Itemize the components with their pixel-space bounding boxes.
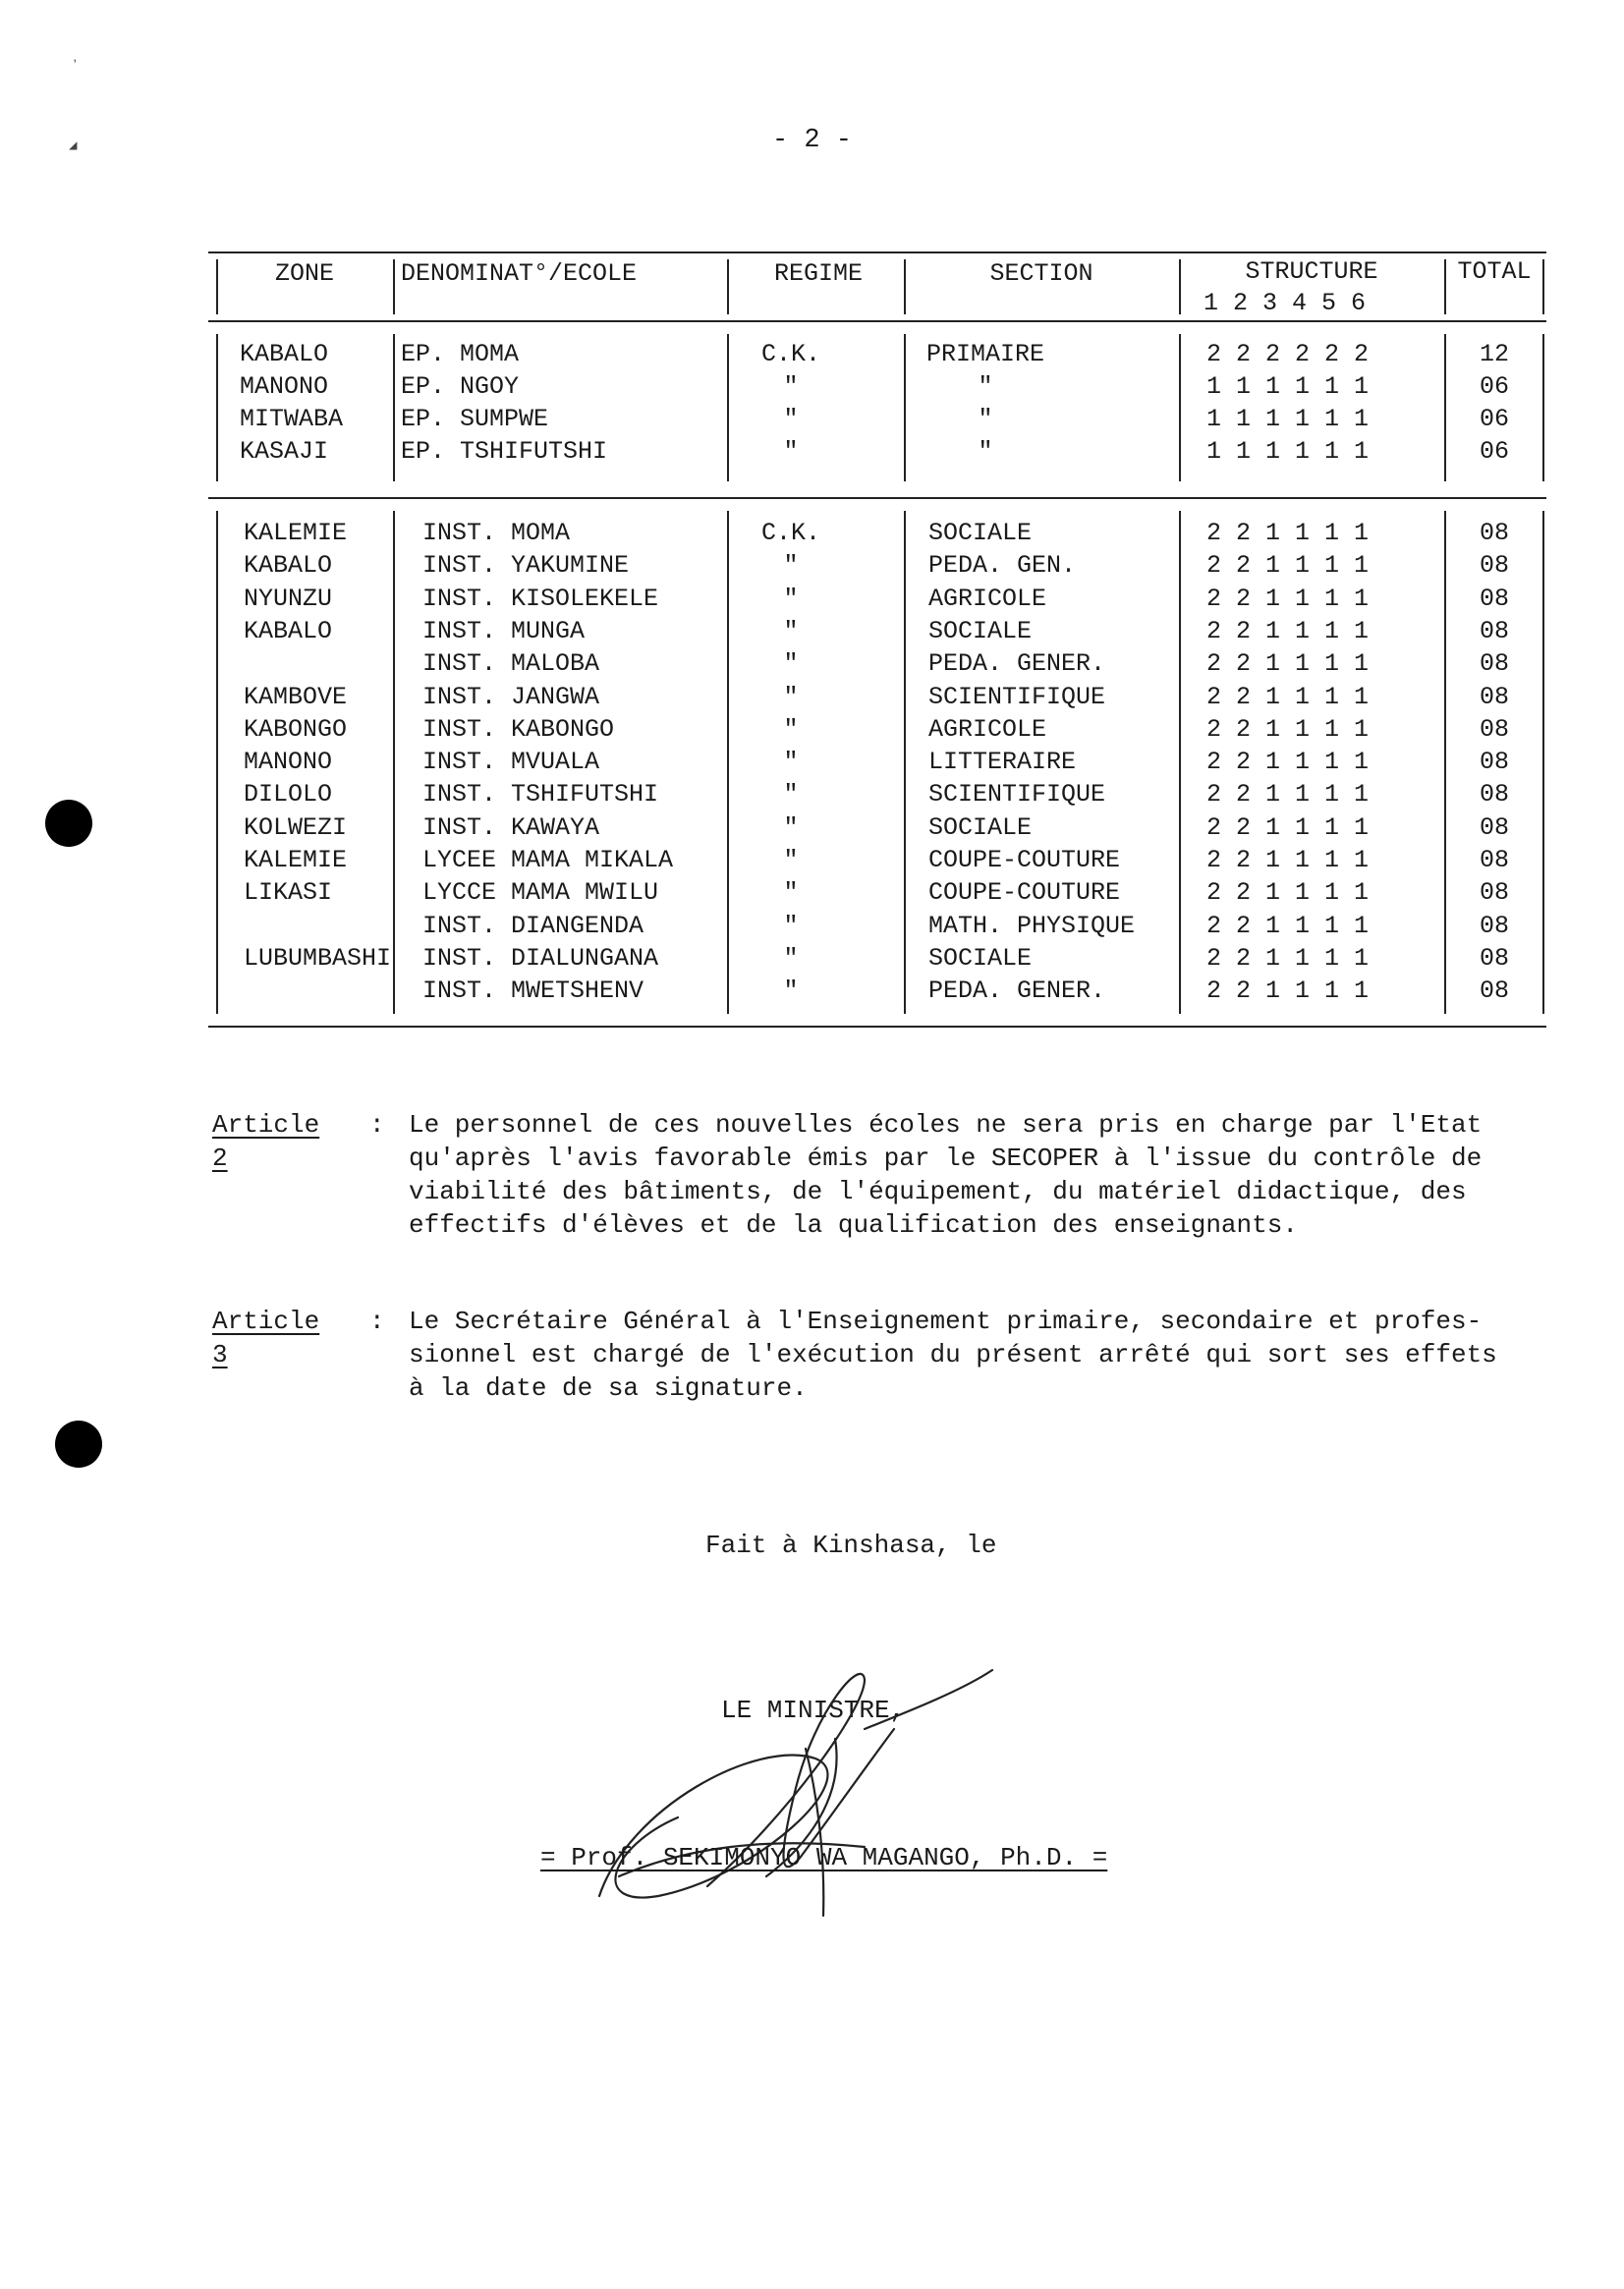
table-cell-ecole: INST. KISOLEKELE: [422, 584, 659, 613]
table-cell-regime: ": [783, 977, 799, 1006]
table-column-divider: [727, 511, 729, 1014]
table-cell-ecole: INST. MVUALA: [422, 748, 600, 777]
table-cell-regime: ": [783, 551, 799, 581]
table-cell-total: 08: [1479, 616, 1509, 645]
table-column-divider: [393, 511, 395, 1014]
table-cell-zone: LIKASI: [244, 878, 333, 908]
header-zone: ZONE: [274, 259, 334, 288]
table-cell-total: 08: [1479, 943, 1509, 973]
table-cell-regime: ": [783, 780, 799, 810]
table-column-divider: [904, 511, 906, 1014]
table-cell-zone: LUBUMBASHI: [244, 943, 392, 973]
table-cell-ecole: INST. MWETSHENV: [422, 977, 644, 1006]
table-cell-total: 08: [1479, 551, 1509, 581]
table-rule: [208, 497, 1546, 499]
punch-hole-icon: [45, 800, 92, 847]
table-cell-section: SCIENTIFIQUE: [928, 780, 1106, 810]
header-denomination: DENOMINAT°/ECOLE: [401, 259, 638, 288]
table-column-divider: [1179, 259, 1181, 314]
table-cell-total: 08: [1479, 519, 1509, 547]
table-cell-ecole: EP. MOMA: [401, 340, 520, 368]
table-column-divider: [393, 334, 395, 481]
table-cell-structure: 2 2 1 1 1 1: [1206, 846, 1370, 874]
table-cell-ecole: LYCEE MAMA MIKALA: [422, 846, 674, 874]
table-cell-total: 08: [1479, 682, 1509, 711]
table-cell-zone: KALEMIE: [244, 519, 348, 547]
table-cell-zone: MANONO: [244, 748, 333, 777]
table-cell-section: COUPE-COUTURE: [928, 878, 1121, 908]
table-cell-ecole: INST. YAKUMINE: [422, 551, 630, 581]
scan-mark-icon: ʼ: [71, 59, 80, 75]
table-cell-total: 08: [1479, 911, 1509, 940]
table-column-divider: [216, 259, 218, 314]
table-cell-total: 08: [1479, 977, 1509, 1006]
table-cell-total: 08: [1479, 846, 1509, 874]
table-cell-ecole: INST. KABONGO: [422, 714, 615, 744]
table-column-divider: [1542, 259, 1544, 314]
table-cell-structure: 2 2 1 1 1 1: [1206, 977, 1370, 1006]
table-cell-structure: 2 2 1 1 1 1: [1206, 911, 1370, 940]
table-column-divider: [393, 259, 395, 314]
article-text: Le Secrétaire Général à l'Enseignement primaire, secondaire et profes- sionnel est chargé de l'exécution du présent arrêté qui sort ses effets à la date de sa signature.: [409, 1307, 1497, 1403]
table-cell-ecole: EP. NGOY: [401, 372, 520, 401]
table-cell-ecole: EP. TSHIFUTSHI: [401, 437, 608, 466]
table-cell-structure: 2 2 1 1 1 1: [1206, 714, 1370, 744]
table-rule: [208, 1026, 1546, 1028]
table-cell-structure: 2 2 1 1 1 1: [1206, 748, 1370, 777]
table-cell-section: PEDA. GENER.: [928, 977, 1106, 1006]
table-cell-section: SOCIALE: [928, 519, 1033, 547]
table-cell-section: AGRICOLE: [928, 584, 1047, 613]
article-separator: :: [369, 1110, 385, 1140]
table-cell-section: SOCIALE: [928, 812, 1033, 842]
header-structure: STRUCTURE: [1245, 257, 1378, 286]
table-column-divider: [1444, 334, 1446, 481]
header-structure-sub: 1 2 3 4 5 6: [1204, 289, 1367, 317]
table-cell-section: ": [978, 405, 993, 433]
table-cell-regime: ": [783, 584, 799, 613]
table-cell-structure: 2 2 1 1 1 1: [1206, 812, 1370, 842]
table-cell-section: SCIENTIFIQUE: [928, 682, 1106, 711]
table-cell-zone: KABALO: [244, 616, 333, 645]
table-cell-section: COUPE-COUTURE: [928, 846, 1121, 874]
table-column-divider: [1179, 334, 1181, 481]
table-cell-regime: ": [783, 911, 799, 940]
table-cell-regime: ": [783, 943, 799, 973]
table-cell-zone: KABALO: [240, 340, 329, 368]
table-cell-structure: 2 2 1 1 1 1: [1206, 584, 1370, 613]
table-cell-ecole: INST. DIANGENDA: [422, 911, 644, 940]
article-label: Article 2: [212, 1110, 320, 1173]
table-cell-zone: KASAJI: [240, 437, 329, 466]
table-column-divider: [904, 259, 906, 314]
table-cell-regime: ": [783, 878, 799, 908]
table-cell-zone: KOLWEZI: [244, 812, 348, 842]
table-cell-total: 08: [1479, 812, 1509, 842]
header-regime: REGIME: [773, 259, 863, 288]
table-rule: [208, 320, 1546, 322]
table-cell-ecole: INST. MALOBA: [422, 649, 600, 679]
punch-hole-icon: [55, 1421, 102, 1468]
table-cell-ecole: INST. DIALUNGANA: [422, 943, 659, 973]
table-cell-structure: 2 2 1 1 1 1: [1206, 551, 1370, 581]
minister-title: LE MINISTRE,: [721, 1696, 906, 1725]
table-column-divider: [1444, 259, 1446, 314]
table-cell-structure: 1 1 1 1 1 1: [1206, 437, 1370, 466]
table-cell-zone: KALEMIE: [244, 846, 348, 874]
table-cell-regime: ": [783, 714, 799, 744]
table-column-divider: [1444, 511, 1446, 1014]
table-rule: [208, 251, 1546, 253]
table-cell-total: 06: [1479, 405, 1509, 433]
table-cell-regime: ": [783, 616, 799, 645]
table-cell-total: 08: [1479, 584, 1509, 613]
table-cell-section: MATH. PHYSIQUE: [928, 911, 1136, 940]
table-cell-zone: KABONGO: [244, 714, 348, 744]
table-cell-total: 06: [1479, 437, 1509, 466]
table-cell-zone: MITWABA: [240, 405, 344, 433]
table-cell-total: 08: [1479, 649, 1509, 679]
table-cell-regime: ": [783, 372, 799, 401]
table-cell-structure: 2 2 1 1 1 1: [1206, 519, 1370, 547]
table-cell-regime: C.K.: [760, 519, 820, 547]
table-column-divider: [216, 334, 218, 481]
table-column-divider: [1179, 511, 1181, 1014]
table-column-divider: [1542, 511, 1544, 1014]
signature-icon: [570, 1650, 1022, 1926]
table-cell-zone: KAMBOVE: [244, 682, 348, 711]
table-column-divider: [1542, 334, 1544, 481]
table-cell-section: SOCIALE: [928, 616, 1033, 645]
table-cell-ecole: INST. JANGWA: [422, 682, 600, 711]
table-cell-structure: 2 2 1 1 1 1: [1206, 649, 1370, 679]
table-cell-structure: 2 2 2 2 2 2: [1206, 340, 1370, 368]
table-cell-total: 08: [1479, 878, 1509, 908]
table-cell-ecole: INST. MUNGA: [422, 616, 586, 645]
table-column-divider: [727, 259, 729, 314]
page-number: - 2 -: [771, 126, 852, 155]
signatory-name: = Prof. SEKIMONYO WA MAGANGO, Ph.D. =: [540, 1843, 1108, 1872]
table-cell-regime: ": [783, 812, 799, 842]
table-cell-total: 08: [1479, 714, 1509, 744]
table-cell-ecole: INST. KAWAYA: [422, 812, 600, 842]
table-cell-ecole: LYCCE MAMA MWILU: [422, 878, 659, 908]
header-total: TOTAL: [1457, 257, 1532, 286]
table-cell-structure: 1 1 1 1 1 1: [1206, 405, 1370, 433]
table-cell-regime: ": [783, 682, 799, 711]
table-cell-total: 08: [1479, 780, 1509, 810]
table-cell-regime: ": [783, 649, 799, 679]
table-cell-ecole: INST. MOMA: [422, 519, 571, 547]
table-cell-structure: 2 2 1 1 1 1: [1206, 943, 1370, 973]
article-text: Le personnel de ces nouvelles écoles ne sera pris en charge par l'Etat qu'après l'avis favorable émis par le SECOPER à l'issue du contrôle de viabilité des bâtiments, de l'équipement, du matériel didactique, des effectifs d'élèves et de la qualification des enseignants.: [409, 1110, 1483, 1240]
article-separator: :: [369, 1307, 385, 1336]
table-cell-total: 06: [1479, 372, 1509, 401]
table-cell-regime: ": [783, 846, 799, 874]
table-column-divider: [904, 334, 906, 481]
table-cell-total: 08: [1479, 748, 1509, 777]
article-label: Article 3: [212, 1307, 320, 1369]
table-cell-section: LITTERAIRE: [928, 748, 1077, 777]
table-cell-section: SOCIALE: [928, 943, 1033, 973]
table-cell-regime: ": [783, 405, 799, 433]
table-cell-regime: ": [783, 437, 799, 466]
table-cell-zone: NYUNZU: [244, 584, 333, 613]
table-column-divider: [216, 511, 218, 1014]
table-cell-section: PEDA. GENER.: [928, 649, 1106, 679]
table-cell-structure: 2 2 1 1 1 1: [1206, 878, 1370, 908]
scan-mark-icon: ◢: [69, 139, 78, 154]
table-cell-structure: 2 2 1 1 1 1: [1206, 682, 1370, 711]
table-cell-structure: 1 1 1 1 1 1: [1206, 372, 1370, 401]
table-cell-section: PEDA. GEN.: [928, 551, 1077, 581]
table-cell-ecole: INST. TSHIFUTSHI: [422, 780, 659, 810]
table-cell-regime: C.K.: [760, 340, 820, 368]
table-cell-zone: MANONO: [240, 372, 329, 401]
table-cell-structure: 2 2 1 1 1 1: [1206, 616, 1370, 645]
table-cell-total: 12: [1479, 340, 1509, 368]
table-cell-section: AGRICOLE: [928, 714, 1047, 744]
table-cell-ecole: EP. SUMPWE: [401, 405, 549, 433]
header-section: SECTION: [989, 259, 1093, 288]
table-cell-section: ": [978, 437, 993, 466]
table-cell-zone: KABALO: [244, 551, 333, 581]
table-cell-regime: ": [783, 748, 799, 777]
table-column-divider: [727, 334, 729, 481]
place-date: Fait à Kinshasa, le: [705, 1531, 997, 1560]
table-cell-zone: DILOLO: [244, 780, 333, 810]
table-cell-section: PRIMAIRE: [926, 340, 1045, 368]
table-cell-section: ": [978, 372, 993, 401]
table-cell-structure: 2 2 1 1 1 1: [1206, 780, 1370, 810]
